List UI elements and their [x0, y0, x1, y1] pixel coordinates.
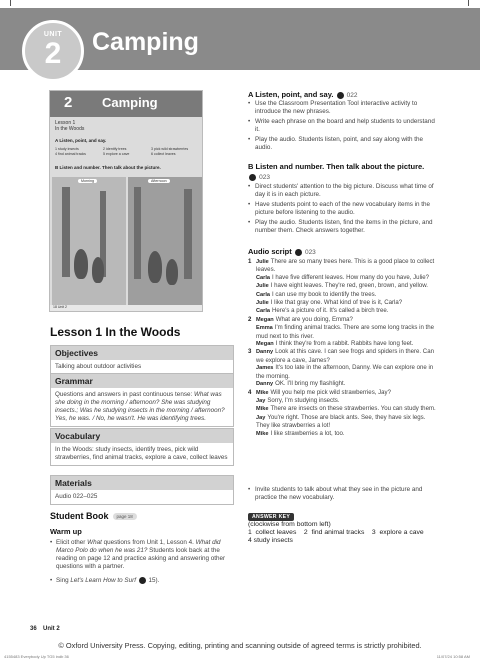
morning-tag: Morning	[78, 179, 97, 183]
script-speaker: Megan	[256, 341, 274, 348]
bullet-text: Elicit other	[56, 539, 88, 546]
script-line	[248, 258, 440, 274]
thumbnail-footer: 18 Unit 2	[50, 305, 203, 311]
vocabulary-text: In the Woods: study insects, identify trees, pick wild strawberries, find animal tracks, explore a cave, collect leaves	[55, 446, 228, 461]
script-line-text: I like that gray one. What kind of tree is it, Carla?	[270, 299, 403, 307]
script-speaker: Jay	[256, 414, 266, 421]
woods-illustration	[52, 177, 202, 305]
footer-unit: Unit 2	[43, 626, 60, 632]
script-line-text: I can use my book to identify the trees.	[272, 290, 377, 298]
materials-heading: Materials	[51, 476, 233, 490]
script-line-text: There are insects on these strawberries. You can study them.	[270, 405, 436, 413]
track-number: 023	[259, 174, 270, 181]
unit-title: Camping	[92, 28, 199, 56]
unit-header-band	[0, 8, 480, 70]
script-line	[248, 405, 440, 413]
tree-trunk	[134, 187, 141, 279]
track-number: 023	[304, 249, 316, 256]
script-line-text: OK. I'll bring my flashlight.	[275, 380, 346, 388]
script-line-number: 4	[248, 388, 252, 396]
tree-trunk	[62, 187, 70, 277]
script-speaker: Danny	[256, 349, 274, 356]
script-line	[248, 430, 440, 438]
bullet-text: Students look back at the reading on page 12 and practice asking and answering other questions with a partner.	[56, 547, 226, 570]
script-line-text: I have five different leaves. How many do you have, Julie?	[272, 273, 430, 281]
script-speaker: Mike	[256, 406, 269, 413]
unit-number: 2	[44, 37, 62, 70]
warm-up-bullet	[50, 577, 236, 585]
script-line-text: Will you help me pick wild strawberries, Jay?	[270, 388, 391, 396]
page-reference-pill: page 18	[113, 513, 137, 520]
script-line-number: 1	[248, 258, 252, 265]
thumbnail-lesson-number: Lesson 1	[55, 120, 76, 126]
print-info: 4155483 Everybody Up TG5 indb 36	[4, 654, 69, 659]
warm-up-heading: Warm up	[50, 527, 82, 536]
script-line	[248, 397, 440, 405]
script-line	[248, 340, 440, 348]
child-figure	[166, 259, 178, 285]
bullet-italic: Let's Learn How to Surf	[70, 577, 136, 585]
page-number: 36	[30, 626, 37, 632]
objectives-text: Talking about outdoor activities	[55, 363, 142, 370]
thumbnail-word: 1 study insects	[55, 147, 79, 151]
script-line-text: I'm finding animal tracks. There are some long tracks in the mud next to this river.	[256, 324, 435, 340]
child-figure	[148, 251, 162, 283]
thumbnail-word-list	[55, 147, 199, 157]
bullet-italic: What did Marco Polo do when he was 21?	[56, 539, 221, 554]
warm-up-bullet	[50, 539, 236, 571]
afternoon-tag: Afternoon	[148, 179, 170, 183]
answer-key-text	[248, 521, 448, 545]
section-b-bullet: • Have students point to each of the new vocabulary items in the picture before listening to the audio.	[248, 201, 438, 217]
audio-script-heading	[248, 247, 316, 256]
script-speaker: Carla	[256, 274, 270, 281]
unit-badge	[22, 20, 84, 82]
thumbnail-exercise-a: A Listen, point, and say.	[55, 138, 107, 143]
script-line-text: It's too late in the afternoon, Danny. We can explore one in the morning.	[256, 364, 434, 380]
script-line	[248, 282, 440, 290]
student-book-heading: Student Book	[50, 511, 109, 521]
track-number: 022	[346, 92, 358, 99]
script-speaker: Carla	[256, 308, 270, 315]
script-line-text: I like strawberries a lot, too.	[270, 429, 345, 437]
audio-icon	[337, 92, 344, 99]
script-line	[248, 274, 440, 282]
thumbnail-word: 2 identify trees	[103, 147, 127, 151]
lesson-heading: Lesson 1 In the Woods	[50, 325, 181, 339]
thumbnail-exercise-b: B Listen and number. Then talk about the picture.	[55, 165, 161, 170]
thumbnail-word: 6 collect leaves	[151, 152, 176, 156]
answer-key-badge: ANSWER KEY	[248, 513, 294, 521]
script-line-number: 2	[248, 315, 252, 323]
script-speaker: James	[256, 365, 274, 372]
section-a-heading	[248, 90, 357, 99]
script-line-text: Sorry, I'm studying insects.	[267, 396, 340, 404]
section-b-heading: B Listen and number. Then talk about the picture.	[248, 162, 425, 171]
thumbnail-word: 4 find animal tracks	[55, 152, 86, 156]
script-line	[248, 291, 440, 299]
objectives-heading: Objectives	[51, 346, 233, 360]
audio-script	[248, 258, 440, 438]
script-line-text: What are you doing, Emma?	[275, 315, 353, 323]
script-speaker: Mike	[256, 389, 269, 396]
script-speaker: Megan	[256, 316, 274, 323]
script-speaker: Mike	[256, 430, 269, 437]
answer-key-line: 1 collect leaves 2 find animal tracks 3 explore a cave	[248, 529, 424, 536]
print-date: 11/07/24 10:58 AM	[436, 654, 470, 659]
thumbnail-word: 3 pick wild strawberries	[151, 147, 189, 151]
answer-key-note: (clockwise from bottom left)	[248, 521, 331, 528]
morning-scene	[52, 177, 126, 305]
thumbnail-banner	[50, 91, 203, 117]
grammar-text-examples: What was she doing in the morning / afternoon? She was studying insects.; Was he studying insects in the morning / afternoon? Yes, he was. / No, he wasn't. He was identifying trees.	[55, 391, 225, 422]
script-speaker: Danny	[256, 381, 274, 388]
grammar-text-plain: Questions and answers in past continuous tense:	[55, 391, 194, 398]
bullet-text: 15).	[146, 577, 160, 585]
script-speaker: Emma	[256, 325, 273, 332]
audio-icon	[139, 577, 146, 584]
audio-icon	[249, 174, 256, 181]
objectives-box	[50, 345, 234, 375]
section-a-bullet: • Use the Classroom Presentation Tool interactive activity to introduce the new phrases.	[248, 100, 438, 116]
script-line	[248, 316, 440, 324]
section-a-bullet: • Play the audio. Students listen, point, and say along with the audio.	[248, 136, 438, 152]
answer-key-line: 4 study insects	[248, 537, 293, 544]
script-line-text: I think they're from a rabbit. Rabbits have long feet.	[275, 340, 414, 348]
child-figure	[92, 257, 104, 283]
section-a-title: A Listen, point, and say.	[248, 90, 334, 99]
final-bullet: • Invite students to talk about what they see in the picture and practice the new vocabulary.	[248, 486, 438, 502]
section-a-bullet: • Write each phrase on the board and help students to understand it.	[248, 118, 438, 134]
materials-text: Audio 022–025	[55, 493, 98, 500]
script-line-number: 3	[248, 348, 252, 356]
script-line	[248, 380, 440, 388]
script-line-text: I have eight leaves. They're red, green, brown, and yellow.	[270, 282, 428, 290]
audio-icon	[295, 249, 302, 256]
bullet-text: questions from Unit 1, Lesson 4.	[101, 539, 196, 546]
script-speaker: Jay	[256, 397, 266, 404]
crop-mark	[468, 0, 469, 6]
script-speaker: Carla	[256, 291, 270, 298]
tree-trunk	[184, 189, 192, 279]
audio-script-title: Audio script	[248, 247, 292, 256]
unit-label: UNIT	[43, 31, 63, 38]
thumbnail-unit-badge: 2	[64, 94, 73, 111]
section-b-bullet: • Play the audio. Students listen, find the items in the picture, and number them. Check answers together.	[248, 219, 438, 235]
script-line	[248, 299, 440, 307]
script-line	[248, 307, 440, 315]
script-line	[248, 348, 440, 364]
vocabulary-box	[50, 428, 234, 466]
thumbnail-lesson	[55, 120, 84, 132]
bullet-italic: What	[87, 539, 102, 546]
grammar-heading: Grammar	[51, 374, 233, 388]
materials-box	[50, 475, 234, 505]
section-b-bullet: • Direct students' attention to the big picture. Discuss what time of day it is in each picture.	[248, 183, 438, 199]
thumbnail-lesson-title: In the Woods	[55, 126, 85, 132]
afternoon-scene	[128, 177, 202, 305]
script-line	[248, 364, 440, 380]
bullet-text: Sing	[56, 577, 71, 585]
thumbnail-title: Camping	[102, 95, 158, 110]
script-speaker: Julie	[256, 259, 269, 265]
script-line-text: Here's a picture of it. It's called a birch tree.	[272, 307, 389, 315]
vocabulary-heading: Vocabulary	[51, 429, 233, 443]
script-speaker: Julie	[256, 300, 269, 307]
child-figure	[74, 249, 88, 279]
script-line-text: You're right. Those are black ants. See, they have six legs. They like strawberries a lot!	[256, 413, 426, 430]
section-b-track	[248, 172, 270, 181]
student-book-thumbnail	[49, 90, 203, 312]
script-line-text: There are so many trees here. This is a good place to collect leaves.	[256, 258, 435, 274]
grammar-text	[51, 388, 233, 426]
script-line	[248, 324, 440, 340]
script-line-text: Look at this cave. I can see frogs and spiders in there. Can we explore a cave, James?	[256, 348, 434, 364]
script-line	[248, 414, 440, 430]
script-speaker: Julie	[256, 283, 269, 290]
thumbnail-word: 5 explore a cave	[103, 152, 130, 156]
grammar-box	[50, 373, 234, 427]
script-line	[248, 389, 440, 397]
crop-mark	[10, 0, 11, 6]
student-book-heading-row	[50, 511, 137, 521]
copyright-notice: © Oxford University Press. Copying, editing, printing and scanning outside of agreed terms is strictly prohibited.	[58, 641, 422, 650]
